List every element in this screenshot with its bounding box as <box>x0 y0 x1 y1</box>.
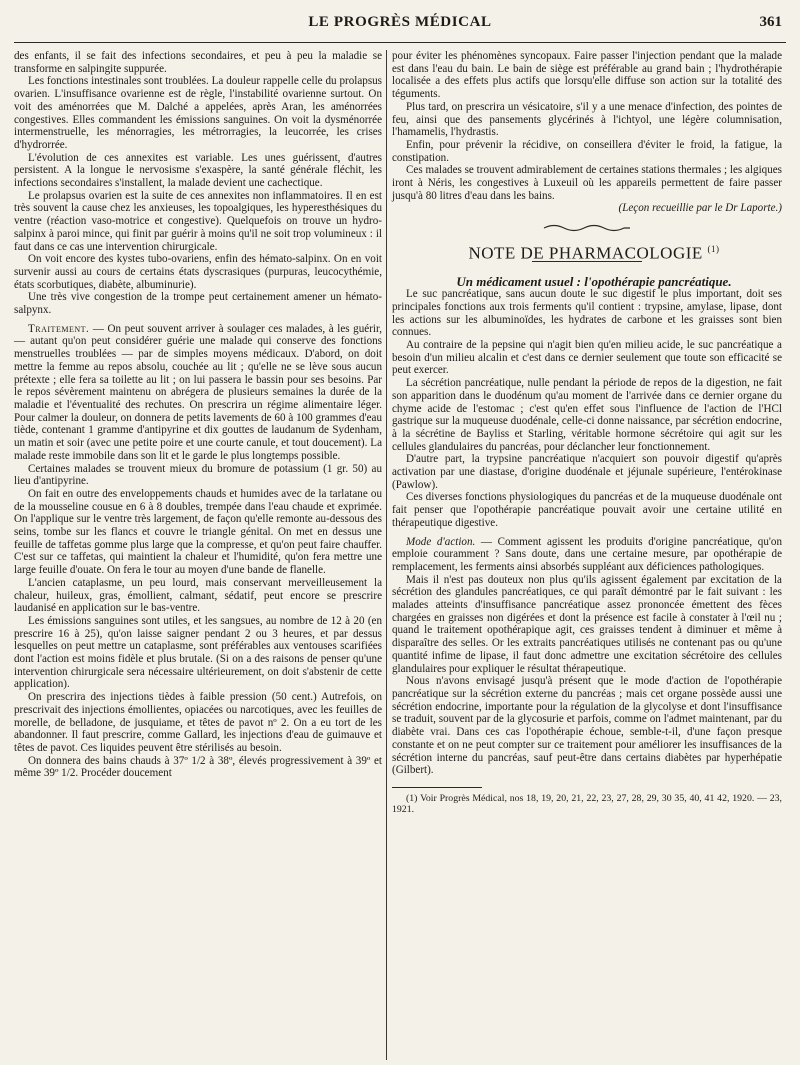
paragraph: Une très vive congestion de la trompe peut certainement amener un hémato-salpynx. <box>14 291 382 317</box>
left-column <box>14 50 382 780</box>
note-subtitle: Un médicament usuel : l'opothérapie pancréatique. <box>456 273 732 289</box>
section-label: Traitement. <box>28 322 90 335</box>
right-column <box>392 50 782 816</box>
paragraph: Les émissions sanguines sont utiles, et les sangsues, au nombre de 12 à 20 (en prescrire 16 à 25), qu'on laisse saigner pendant 2 ou 3 heures, et par dessus lesquelles on peut mettre un cataplasme, sont préférables aux ventouses scarifiées dont l'action est moins fidèle et plus brutale. (Si on a des raisons de penser qu'une intervention chirurgicale sera nécessaire ultérieurement, on doit s'abstenir de cette application). <box>14 614 382 691</box>
paragraph: des enfants, il se fait des infections secondaires, et peu à peu la maladie se transforme en salpingite suppurée. <box>14 50 382 75</box>
signature: (Leçon recueillie par le Dr Laporte.) <box>618 202 782 215</box>
note-footnote-mark: (1) <box>707 244 720 255</box>
paragraph: D'autre part, la trypsine pancréatique n'acquiert son pouvoir digestif qu'après activation par une diastase, d'origine duodénale et jéjunale supérieure, l'entérokinase (Pawlow). <box>392 453 782 491</box>
note-title-text: NOTE DE PHARMACOLOGIE <box>468 243 703 263</box>
paragraph: Certaines malades se trouvent mieux du bromure de potassium (1 gr. 50) au lieu d'antipyrine. <box>14 462 382 488</box>
paragraph: L'évolution de ces annexites est variable. Les unes guérissent, d'autres persistent. A la longue le nervosisme s'exaspère, la santé générale fléchit, les infections secondaires s'installent, la malade devient une cachectique. <box>14 151 382 190</box>
paragraph-text: — On peut souvent arriver à soulager ces malades, à les guérir, — autant qu'on peut considérer guérie une malade qui conserve des fonctions menstruelles troublées — par de simples moyens médicaux. D'abord, on doit mettre la femme au repos absolu, couchée au lit ; qu'elle ne se lève sous aucun prétexte ; elle fera sa toilette au lit ; on lui passera le bassin pour ses besoins. Par le repos sévèrement maintenu on abrégera de plusieurs semaines la durée de la maladie et l'éventualité des rechutes. On prescrira un régime alimentaire léger. Pour calmer la douleur, on donnera de petits lavements de 60 à 100 grammes d'eau tiède, contenant 1 gramme d'antipyrine et dix gouttes de laudanum de Sydenham, un matin et soir (avec une petite poire et une courte canule, et tout doucement). La malade reste immobile dans son lit et le garde le plus longtemps possible. <box>14 322 382 462</box>
paragraph: Nous n'avons envisagé jusqu'à présent que le mode d'action de l'opothérapie pancréatique sur la sécrétion externe du pancréas ; mais cet organe possède aussi une sécrétion endocrine, importante pour la régulation de la glycolyse et dont l'insuffisance se traduit, souvent par de la glycosurie et parfois, comme on l'admet maintenant, par du diabète vrai. Dans ces cas l'opothérapie échoue, semble-t-il, d'une façon presque constante et on ne peut compter sur ce traitement pour améliorer les insuffisances de la sécrétion interne du pancréas, sauf peut-être dans certains diabètes par hyperhépatie (Gilbert). <box>392 675 782 777</box>
page-header <box>14 8 786 43</box>
paragraph: Mais il n'est pas douteux non plus qu'ils agissent également par excitation de la sécrétion des glandules pancréatiques, ce qui paraît démontré par le fait suivant : les malades atteints d'insuffisance pancréatique assez prononcée émettent des fèces chargées en graisses non digérées et dont la présence est facile à constater à l'œil nu ; quand le traitement opothérapique agit, ces graisses tendent à diminuer et même à disparaître des selles. Or les extraits pancréatiques utilisés ne contenant pas ou qu'une quantité infime de lipase, il faut donc admettre une excitation sécrétoire des cellules glandulaires pour expliquer le résultat thérapeutique. <box>392 573 782 675</box>
footnote-rule <box>392 787 482 788</box>
paragraph: On donnera des bains chauds à 37º 1/2 à 38º, élevés progressivement à 39º et même 39º 1/2. Procéder doucement <box>14 754 382 780</box>
paragraph: On fait en outre des enveloppements chauds et humides avec de la tarlatane ou de la mousseline cousue en 6 à 8 doubles, trempée dans l'eau chaude et exprimée. On l'applique sur le ventre très largement, de façon qu'elle remonte au-dessous des seins, tombe sur les flancs et couvre le triangle génital. On met en dessus une feuille de taffetas gomme plus large que la compresse, et qu'on peut faire chauffer. C'est sur ce taffetas, qui maintient la chaleur et l'humidité, qu'on fera mettre une large feuille d'ouate. On fera le tour au moyen d'une bande de flanelle. <box>14 487 382 577</box>
ornament-divider <box>392 223 782 233</box>
section-label: Mode d'action. <box>406 535 476 548</box>
paragraph: La sécrétion pancréatique, nulle pendant la période de repos de la digestion, ne fait son apparition dans le duodénum qu'au moment de l'arrivée dans ce dernier organe du chyme acide de l'estomac ; c'est qu'en effet sous l'influence de l'action de l'HCl gastrique sur la muqueuse duodénale, celle-ci donne naissance, par sécrétion endocrine, à la sécrétine de Bayliss et Starling, véritable hormone sécrétoire qui agit sur les cellules glandulaires du pancréas, pour déclancher leur fonctionnement. <box>392 377 782 453</box>
footnote: (1) Voir Progrès Médical, nos 18, 19, 20, 21, 22, 23, 27, 28, 29, 30 35, 40, 41 42, 1920. — 23, 1921. <box>392 792 782 816</box>
mode-action-paragraph <box>392 536 782 574</box>
paragraph: On prescrira des injections tièdes à faible pression (50 cent.) Autrefois, on prescrivait des injections émollientes, opiacées ou narcotiques, avec les feuilles de morelle, de belladone, de jusquiame, et têtes de pavot nº 2. On a eu tort de les abandonner. Il faut prescrire, comme Gallard, les injections d'eau de guimauve et têtes de pavot. Ces liquides peuvent être stérilisés au besoin. <box>14 691 382 754</box>
journal-title: LE PROGRÈS MÉDICAL <box>308 14 492 30</box>
paragraph: Plus tard, on prescrira un vésicatoire, s'il y a une menace d'infection, des pointes de feu, ainsi que des pansements glycérinés à l'ichtyol, une légère columnisation, l'hamamelis, l'hydrastis. <box>392 100 782 139</box>
page-number: 361 <box>759 14 782 30</box>
paragraph: pour éviter les phénomènes syncopaux. Faire passer l'injection pendant que la malade est dans l'eau du bain. Le bain de siège est préférable au grand bain ; l'hydrothérapie localisée a des effets plus actifs que lorsqu'elle diffuse son action sur la totalité des téguments. <box>392 50 782 101</box>
paragraph: Au contraire de la pepsine qui n'agit bien qu'en milieu acide, le suc pancréatique a besoin d'un milieu alcalin et c'est dans ce dernier seulement que toute son efficacité se peut exercer. <box>392 339 782 377</box>
paragraph: Ces malades se trouvent admirablement de certaines stations thermales ; les algiques iront à Néris, les congestives à Luxeuil où les appareils permettent de faire passer jusqu'à 80 litres d'eau dans les bains. <box>392 164 782 202</box>
column-divider <box>386 50 387 1060</box>
paragraph: Enfin, pour prévenir la récidive, on conseillera d'éviter le froid, la fatigue, la constipation. <box>392 138 782 164</box>
paragraph: Ces diverses fonctions physiologiques du pancréas et de la muqueuse duodénale ont fait penser que l'opothérapie pancréatique pouvait avoir une certaine utilité en thérapeutique digestive. <box>392 491 782 529</box>
paragraph: Le suc pancréatique, sans aucun doute le suc digestif le plus important, doit ses principales fonctions aux trois ferments qu'il contient : trypsine, amylase, lipase, dont les actions sur les albuminoïdes, les hydrates de carbone et les graisses sont bien connues. <box>392 288 782 339</box>
paragraph: L'ancien cataplasme, un peu lourd, mais conservant merveilleusement la chaleur, huileux, gras, émollient, calmant, sédatif, peut encore se prescrire laudanisé en application sur le bas-ventre. <box>14 576 382 615</box>
paragraph: Les fonctions intestinales sont troublées. La douleur rappelle celle du prolapsus ovarien. L'insuffisance ovarienne est de règle, l'instabilité ovarienne surtout. On voit des aménorrées que M. Dalché a appelées, après Aran, les aménorrées congestives. Elles commandent les émissions sanguines. On voit la dysménorrée intermenstruelle, les ménorragies, les métrorragies, la leucorrée, les crises d'hydrorrée. <box>14 75 382 151</box>
note-title <box>392 243 782 263</box>
treatment-paragraph <box>14 323 382 463</box>
paragraph: Le prolapsus ovarien est la suite de ces annexites non inflammatoires. Il en est très souvent la cause chez les anxieuses, les topoalgiques, les hyperesthésiques du ventre (réaction vaso-motrice et congestive). Quelquefois on trouve un hydro-salpinx à paroi mince, qui finit par guérir à moins qu'il ne soit trop volumineux : il faut dans ce cas une intervention chirurgicale. <box>14 189 382 253</box>
paragraph: On voit encore des kystes tubo-ovariens, enfin des hémato-salpinx. On en voit survenir aussi au cours de certains états dyscrasiques (purpuras, leucocythémie, états scorbutiques, diabète, albuminurie). <box>14 253 382 291</box>
paragraph-text: — Comment agissent les produits d'origine pancréatique, qu'on emploie couramment ? Sans doute, dans une certaine mesure, par opothérapie de remplacement, les ferments ainsi absorbés suppléant aux déficiences pathologiques. <box>392 535 782 573</box>
